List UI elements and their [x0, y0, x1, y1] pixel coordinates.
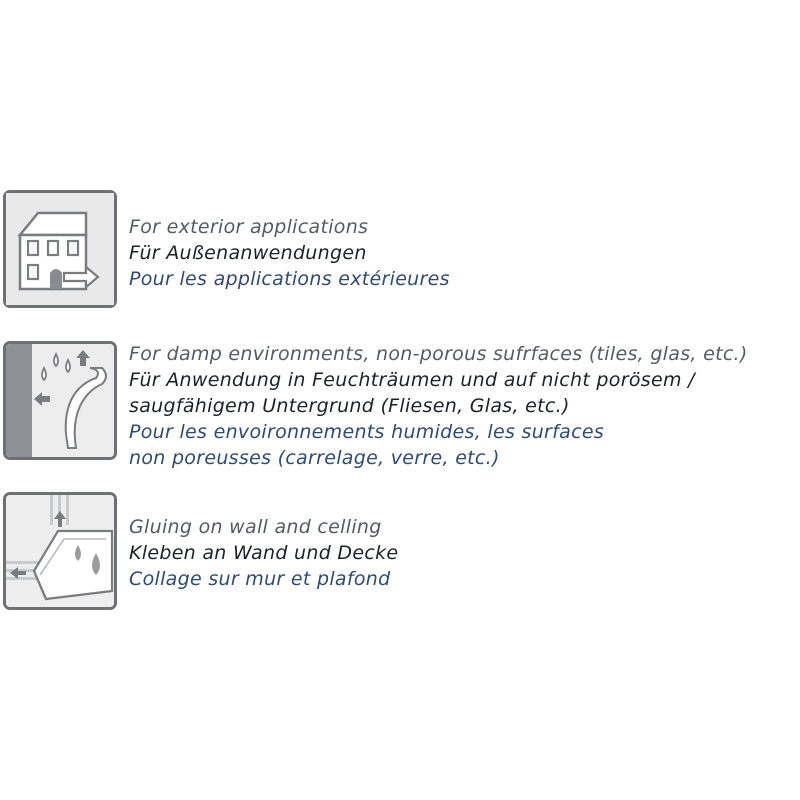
german-label-line-1: Für Anwendung in Feuchträumen und auf nicht porösem / — [129, 369, 695, 391]
feature-row-exterior — [0, 190, 800, 308]
feature-text-gluing — [129, 514, 398, 592]
damp-wall-profile-icon — [3, 341, 117, 460]
feature-row-damp — [0, 341, 800, 469]
feature-row-gluing — [0, 492, 800, 610]
german-label: Kleben an Wand und Decke — [129, 542, 399, 564]
english-label: Gluing on wall and celling — [129, 516, 382, 538]
french-label: Collage sur mur et plafond — [129, 568, 391, 590]
german-label-line-2: saugfähigem Untergrund (Fliesen, Glas, etc.) — [129, 395, 570, 417]
french-label-line-1: Pour les envoironnements humides, les surfaces — [129, 421, 605, 443]
feature-text-damp — [129, 341, 748, 471]
ceiling-moulding-glue-icon — [3, 492, 117, 610]
french-label: Pour les applications extérieures — [129, 268, 450, 290]
french-label-line-2: non poreusses (carrelage, verre, etc.) — [129, 447, 500, 469]
house-exterior-arrow-icon — [3, 190, 117, 308]
feature-text-exterior — [129, 214, 450, 292]
english-label: For exterior applications — [129, 216, 369, 238]
english-label: For damp environments, non-porous sufrfaces (tiles, glas, etc.) — [129, 343, 748, 365]
german-label: Für Außenanwendungen — [129, 242, 367, 264]
